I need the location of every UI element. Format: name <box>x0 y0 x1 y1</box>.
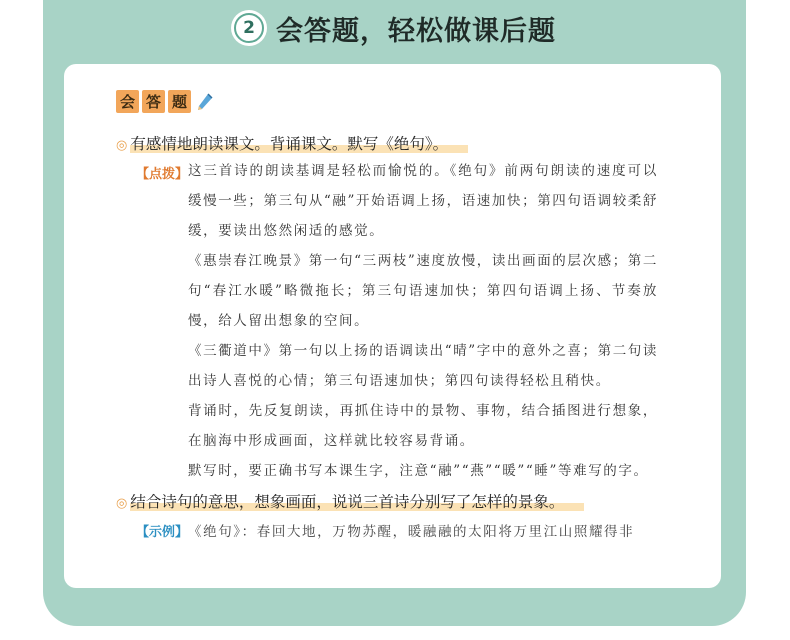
hint-label: 【点拨】 <box>136 167 189 182</box>
hint-paragraph-1: 这三首诗的朗读基调是轻松而愉悦的。《绝句》前两句朗读的速度可以缓慢一些；第三句从“融”开始语调上扬，语速加快；第四句语调较柔舒缓，要读出悠然闲适的感觉。 <box>188 163 659 239</box>
answer-tag <box>116 90 214 113</box>
example-label: 【示例】 <box>136 525 189 540</box>
question-marker-icon: ◎ <box>116 138 128 153</box>
question-1 <box>116 132 468 154</box>
pencil-icon <box>196 92 214 112</box>
question-2-text: 结合诗句的意思，想象画面，说说三首诗分别写了怎样的景象。 <box>130 493 584 511</box>
section-number-badge: 2 <box>234 13 264 43</box>
tag-char-2: 答 <box>142 90 165 113</box>
content-card <box>64 64 721 588</box>
section-title: 会答题，轻松做课后题 <box>276 15 556 47</box>
hint-paragraph-3: 《三衢道中》第一句以上扬的语调读出“晴”字中的意外之喜；第二句读出诗人喜悦的心情；第三句语速加快；第四句读得轻松且稍快。 <box>188 343 659 389</box>
hint-paragraph-2: 《惠崇春江晚景》第一句“三两枝”速度放慢，读出画面的层次感；第二句“春江水暖”略微拖长；第三句语速加快；第四句语调上扬、节奏放慢，给人留出想象的空间。 <box>188 253 659 329</box>
tag-char-3: 题 <box>168 90 191 113</box>
hint-paragraph-5: 默写时，要正确书写本课生字，注意“融”“燕”“暖”“睡”等难写的字。 <box>188 463 649 479</box>
hint-paragraph-4: 背诵时，先反复朗读，再抓住诗中的景物、事物，结合插图进行想象，在脑海中形成画面，这样就比较容易背诵。 <box>188 403 658 449</box>
tag-char-1: 会 <box>116 90 139 113</box>
question-1-text: 有感情地朗读课文。背诵课文。默写《绝句》。 <box>130 135 468 153</box>
section-heading <box>0 8 790 48</box>
example-text: 《绝句》：春回大地，万物苏醒，暖融融的太阳将万里江山照耀得非 <box>188 524 635 540</box>
question-marker-icon: ◎ <box>116 496 128 511</box>
question-2 <box>116 490 584 512</box>
